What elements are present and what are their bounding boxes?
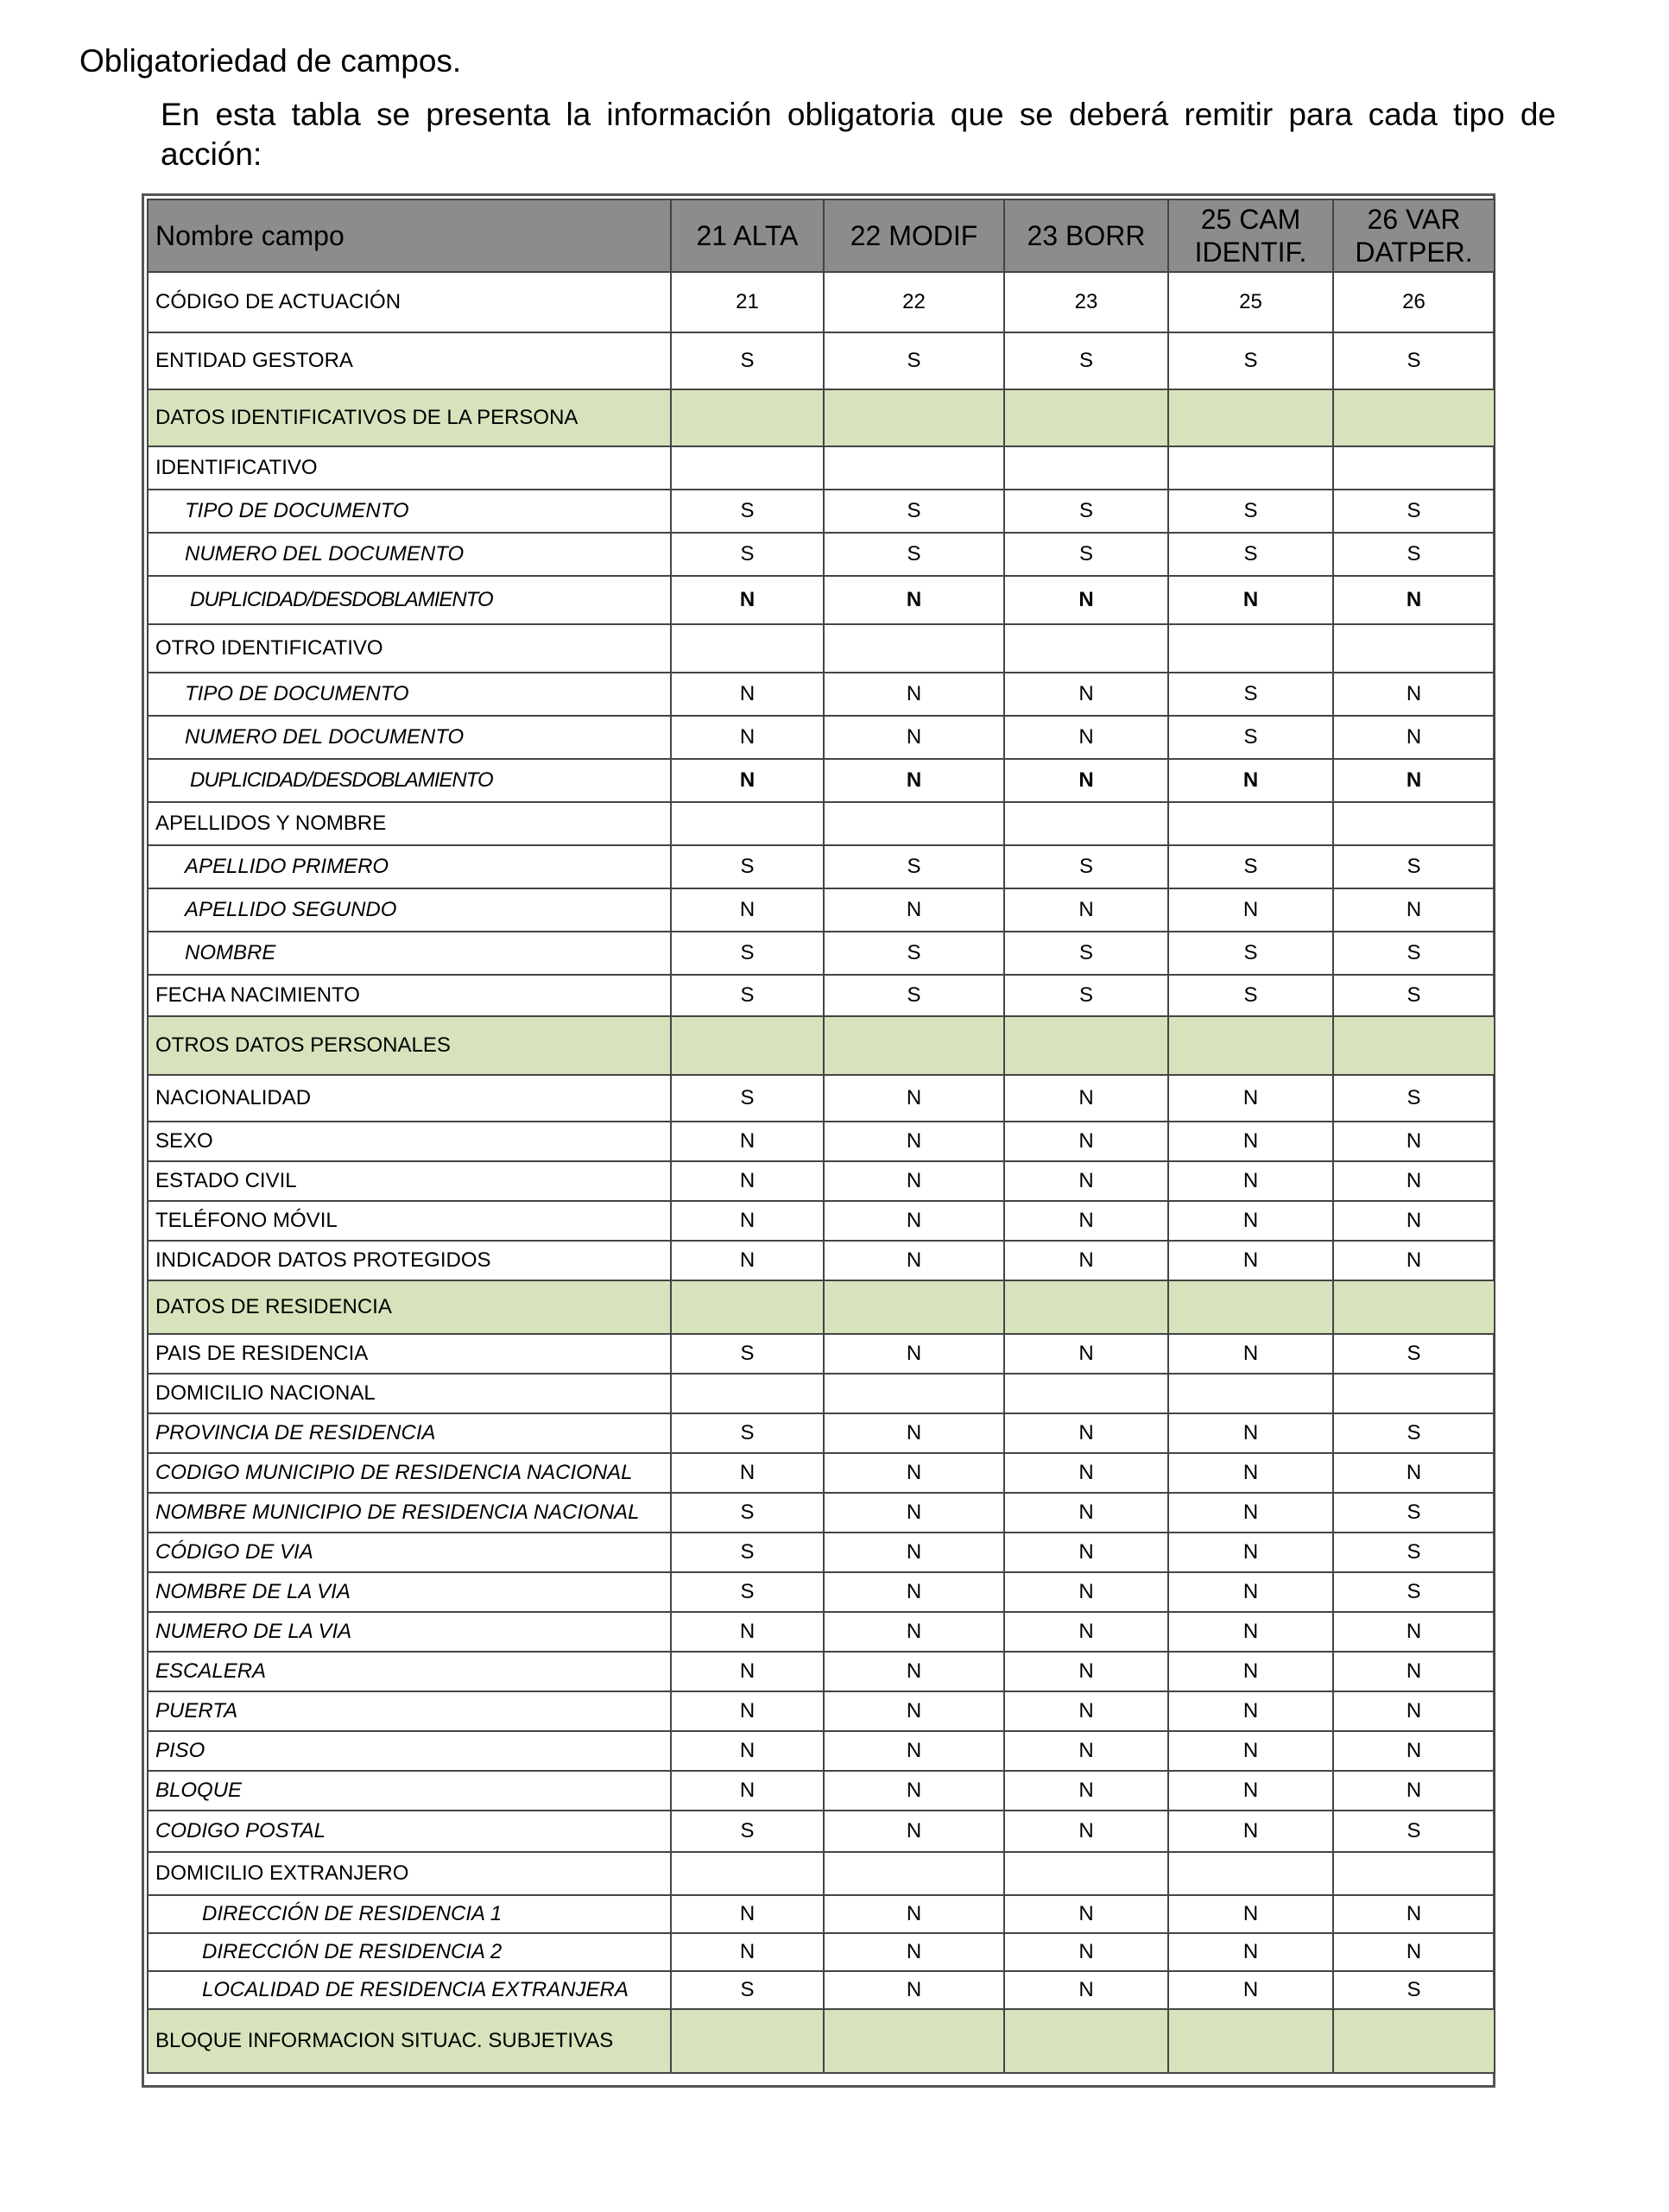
- field-name-cell: BLOQUE: [148, 1771, 671, 1811]
- value-cell: N: [671, 716, 824, 759]
- field-name-cell: DOMICILIO NACIONAL: [148, 1374, 671, 1413]
- value-cell: S: [1004, 845, 1168, 888]
- value-cell: N: [1168, 1453, 1333, 1493]
- table-row: [148, 1771, 1495, 1811]
- value-cell: [1168, 802, 1333, 845]
- table-body: [148, 272, 1495, 2073]
- value-cell: N: [824, 1691, 1004, 1731]
- value-cell: N: [1168, 1691, 1333, 1731]
- value-cell: [671, 446, 824, 490]
- value-cell: N: [1168, 1413, 1333, 1453]
- value-cell: 26: [1333, 272, 1495, 332]
- value-cell: N: [1333, 1161, 1495, 1201]
- value-cell: S: [1168, 932, 1333, 975]
- value-cell: N: [671, 1241, 824, 1280]
- table-row: [148, 1374, 1495, 1413]
- value-cell: N: [1168, 1572, 1333, 1612]
- value-cell: N: [1333, 1241, 1495, 1280]
- value-cell: N: [824, 1122, 1004, 1161]
- value-cell: [824, 1016, 1004, 1075]
- value-cell: N: [824, 1731, 1004, 1771]
- value-cell: [671, 624, 824, 673]
- value-cell: S: [1168, 845, 1333, 888]
- table-row: [148, 490, 1495, 533]
- field-name-cell: DOMICILIO EXTRANJERO: [148, 1852, 671, 1895]
- value-cell: S: [1004, 533, 1168, 576]
- field-name-cell: IDENTIFICATIVO: [148, 446, 671, 490]
- value-cell: S: [1333, 1334, 1495, 1374]
- value-cell: N: [824, 1533, 1004, 1572]
- value-cell: S: [671, 845, 824, 888]
- value-cell: [1168, 624, 1333, 673]
- header-nombre-campo: Nombre campo: [148, 199, 671, 272]
- value-cell: N: [1004, 1612, 1168, 1652]
- value-cell: [1168, 2009, 1333, 2073]
- value-cell: N: [671, 1201, 824, 1241]
- value-cell: N: [1168, 1731, 1333, 1771]
- table-row: [148, 1201, 1495, 1241]
- value-cell: N: [671, 1933, 824, 1971]
- table-row: [148, 1811, 1495, 1852]
- value-cell: [671, 2009, 824, 2073]
- field-name-cell: LOCALIDAD DE RESIDENCIA EXTRANJERA: [148, 1971, 671, 2009]
- value-cell: N: [824, 576, 1004, 624]
- table-row: [148, 673, 1495, 716]
- value-cell: N: [1168, 1933, 1333, 1971]
- table-row: [148, 624, 1495, 673]
- value-cell: S: [671, 1533, 824, 1572]
- value-cell: S: [671, 1493, 824, 1533]
- field-name-cell: NUMERO DEL DOCUMENTO: [148, 716, 671, 759]
- value-cell: N: [824, 1572, 1004, 1612]
- value-cell: N: [1004, 1201, 1168, 1241]
- value-cell: N: [1333, 1771, 1495, 1811]
- table-row: [148, 1852, 1495, 1895]
- value-cell: 23: [1004, 272, 1168, 332]
- value-cell: N: [671, 1771, 824, 1811]
- field-name-cell: NACIONALIDAD: [148, 1075, 671, 1122]
- field-name-cell: PAIS DE RESIDENCIA: [148, 1334, 671, 1374]
- value-cell: [1168, 1374, 1333, 1413]
- section-row: [148, 2009, 1495, 2073]
- value-cell: S: [824, 490, 1004, 533]
- value-cell: N: [1004, 759, 1168, 802]
- value-cell: S: [671, 1413, 824, 1453]
- value-cell: [824, 802, 1004, 845]
- value-cell: N: [1333, 1933, 1495, 1971]
- value-cell: 21: [671, 272, 824, 332]
- value-cell: N: [824, 1493, 1004, 1533]
- table-row: [148, 759, 1495, 802]
- value-cell: N: [1168, 888, 1333, 932]
- value-cell: S: [824, 932, 1004, 975]
- intro-paragraph: En esta tabla se presenta la información obligatoria que se deberá remitir para cada tipo de acción:: [161, 97, 1556, 172]
- value-cell: N: [824, 1771, 1004, 1811]
- value-cell: S: [1168, 533, 1333, 576]
- value-cell: N: [1168, 1122, 1333, 1161]
- value-cell: N: [1004, 1122, 1168, 1161]
- value-cell: N: [1004, 1161, 1168, 1201]
- value-cell: S: [671, 975, 824, 1016]
- table-row: [148, 1652, 1495, 1691]
- table-row: [148, 716, 1495, 759]
- field-name-cell: ESTADO CIVIL: [148, 1161, 671, 1201]
- value-cell: N: [1004, 1075, 1168, 1122]
- value-cell: S: [1333, 1572, 1495, 1612]
- value-cell: N: [824, 1453, 1004, 1493]
- value-cell: [824, 1852, 1004, 1895]
- table-row: [148, 1895, 1495, 1933]
- value-cell: N: [824, 1201, 1004, 1241]
- value-cell: N: [1004, 888, 1168, 932]
- table-row: [148, 1493, 1495, 1533]
- value-cell: [671, 1016, 824, 1075]
- value-cell: [824, 446, 1004, 490]
- value-cell: N: [1168, 576, 1333, 624]
- value-cell: S: [671, 490, 824, 533]
- table-row: [148, 533, 1495, 576]
- value-cell: N: [1333, 716, 1495, 759]
- header-22-modif: 22 MODIF: [824, 199, 1004, 272]
- field-name-cell: PUERTA: [148, 1691, 671, 1731]
- page-title: Obligatoriedad de campos.: [79, 43, 462, 79]
- value-cell: S: [1168, 673, 1333, 716]
- table-row: [148, 1691, 1495, 1731]
- value-cell: S: [824, 845, 1004, 888]
- value-cell: N: [1004, 1971, 1168, 2009]
- value-cell: [824, 1374, 1004, 1413]
- value-cell: N: [1168, 1811, 1333, 1852]
- section-row: [148, 389, 1495, 446]
- value-cell: [1333, 389, 1495, 446]
- value-cell: N: [1333, 759, 1495, 802]
- value-cell: N: [1333, 1895, 1495, 1933]
- value-cell: [824, 2009, 1004, 2073]
- value-cell: S: [1168, 490, 1333, 533]
- value-cell: N: [824, 1933, 1004, 1971]
- value-cell: N: [1004, 1771, 1168, 1811]
- value-cell: N: [1004, 716, 1168, 759]
- value-cell: N: [1004, 1413, 1168, 1453]
- field-name-cell: CÓDIGO DE ACTUACIÓN: [148, 272, 671, 332]
- value-cell: S: [824, 975, 1004, 1016]
- table-row: [148, 576, 1495, 624]
- value-cell: S: [671, 1334, 824, 1374]
- field-name-cell: APELLIDO SEGUNDO: [148, 888, 671, 932]
- value-cell: [1004, 1852, 1168, 1895]
- table-row: [148, 446, 1495, 490]
- value-cell: S: [671, 332, 824, 389]
- table-row: [148, 802, 1495, 845]
- value-cell: N: [1004, 1731, 1168, 1771]
- field-name-cell: DUPLICIDAD/DESDOBLAMIENTO: [148, 759, 671, 802]
- value-cell: [671, 1374, 824, 1413]
- value-cell: N: [1333, 1652, 1495, 1691]
- value-cell: S: [1333, 1413, 1495, 1453]
- value-cell: [1333, 1852, 1495, 1895]
- value-cell: S: [671, 1075, 824, 1122]
- value-cell: S: [1333, 845, 1495, 888]
- header-21-alta: 21 ALTA: [671, 199, 824, 272]
- field-name-cell: NOMBRE: [148, 932, 671, 975]
- value-cell: [1168, 1280, 1333, 1334]
- value-cell: [671, 802, 824, 845]
- field-name-cell: NUMERO DEL DOCUMENTO: [148, 533, 671, 576]
- value-cell: N: [1004, 1453, 1168, 1493]
- section-row: [148, 1280, 1495, 1334]
- value-cell: [1004, 1374, 1168, 1413]
- value-cell: N: [671, 1652, 824, 1691]
- value-cell: N: [1004, 1334, 1168, 1374]
- table-header-row: [148, 199, 1495, 272]
- field-name-cell: ENTIDAD GESTORA: [148, 332, 671, 389]
- field-name-cell: BLOQUE INFORMACION SITUAC. SUBJETIVAS: [148, 2009, 671, 2073]
- field-name-cell: TELÉFONO MÓVIL: [148, 1201, 671, 1241]
- value-cell: N: [671, 1691, 824, 1731]
- value-cell: N: [1168, 759, 1333, 802]
- field-name-cell: PISO: [148, 1731, 671, 1771]
- value-cell: S: [1168, 716, 1333, 759]
- value-cell: S: [1168, 332, 1333, 389]
- table-row: [148, 1453, 1495, 1493]
- table-row: [148, 1334, 1495, 1374]
- value-cell: N: [1333, 1691, 1495, 1731]
- value-cell: N: [1004, 1895, 1168, 1933]
- value-cell: S: [1004, 975, 1168, 1016]
- value-cell: N: [824, 759, 1004, 802]
- value-cell: [1333, 802, 1495, 845]
- table-row: [148, 1731, 1495, 1771]
- value-cell: S: [1333, 1533, 1495, 1572]
- table-row: [148, 1572, 1495, 1612]
- table-row: [148, 1971, 1495, 2009]
- value-cell: [1168, 446, 1333, 490]
- table-row: [148, 272, 1495, 332]
- field-name-cell: ESCALERA: [148, 1652, 671, 1691]
- table-row: [148, 1612, 1495, 1652]
- value-cell: S: [1333, 1075, 1495, 1122]
- value-cell: N: [671, 1161, 824, 1201]
- value-cell: [1333, 624, 1495, 673]
- value-cell: S: [1004, 490, 1168, 533]
- value-cell: 25: [1168, 272, 1333, 332]
- field-name-cell: NOMBRE MUNICIPIO DE RESIDENCIA NACIONAL: [148, 1493, 671, 1533]
- value-cell: [1168, 1016, 1333, 1075]
- field-name-cell: DATOS DE RESIDENCIA: [148, 1280, 671, 1334]
- value-cell: S: [1333, 1971, 1495, 2009]
- value-cell: N: [1333, 673, 1495, 716]
- table-row: [148, 1161, 1495, 1201]
- value-cell: N: [671, 1122, 824, 1161]
- value-cell: [1168, 389, 1333, 446]
- value-cell: N: [824, 673, 1004, 716]
- obligatoriedad-table: [147, 199, 1495, 2074]
- field-name-cell: CODIGO POSTAL: [148, 1811, 671, 1852]
- value-cell: S: [671, 932, 824, 975]
- table-row: [148, 1122, 1495, 1161]
- field-name-cell: TIPO DE DOCUMENTO: [148, 490, 671, 533]
- value-cell: N: [824, 1612, 1004, 1652]
- value-cell: N: [1168, 1075, 1333, 1122]
- value-cell: [1004, 2009, 1168, 2073]
- value-cell: [1004, 624, 1168, 673]
- value-cell: S: [1333, 1811, 1495, 1852]
- value-cell: N: [824, 1652, 1004, 1691]
- value-cell: N: [824, 716, 1004, 759]
- value-cell: N: [1168, 1241, 1333, 1280]
- header-23-borr: 23 BORR: [1004, 199, 1168, 272]
- value-cell: N: [1168, 1161, 1333, 1201]
- value-cell: [824, 1280, 1004, 1334]
- field-name-cell: DATOS IDENTIFICATIVOS DE LA PERSONA: [148, 389, 671, 446]
- table-row: [148, 975, 1495, 1016]
- value-cell: S: [671, 1811, 824, 1852]
- value-cell: [671, 1852, 824, 1895]
- value-cell: N: [1168, 1493, 1333, 1533]
- value-cell: S: [1333, 975, 1495, 1016]
- table-row: [148, 332, 1495, 389]
- value-cell: N: [671, 673, 824, 716]
- value-cell: N: [1004, 1533, 1168, 1572]
- field-name-cell: DUPLICIDAD/DESDOBLAMIENTO: [148, 576, 671, 624]
- value-cell: N: [824, 1895, 1004, 1933]
- value-cell: N: [1168, 1771, 1333, 1811]
- value-cell: N: [671, 1612, 824, 1652]
- value-cell: N: [1004, 673, 1168, 716]
- value-cell: N: [671, 888, 824, 932]
- value-cell: S: [1004, 332, 1168, 389]
- value-cell: N: [1004, 576, 1168, 624]
- value-cell: N: [1004, 1811, 1168, 1852]
- table-row: [148, 1413, 1495, 1453]
- value-cell: 22: [824, 272, 1004, 332]
- value-cell: N: [671, 1453, 824, 1493]
- value-cell: N: [824, 1811, 1004, 1852]
- field-name-cell: DIRECCIÓN DE RESIDENCIA 2: [148, 1933, 671, 1971]
- value-cell: [1333, 1016, 1495, 1075]
- value-cell: N: [824, 1334, 1004, 1374]
- field-name-cell: APELLIDO PRIMERO: [148, 845, 671, 888]
- value-cell: N: [1004, 1572, 1168, 1612]
- section-row: [148, 1016, 1495, 1075]
- value-cell: [1333, 446, 1495, 490]
- value-cell: S: [1333, 533, 1495, 576]
- field-name-cell: CODIGO MUNICIPIO DE RESIDENCIA NACIONAL: [148, 1453, 671, 1493]
- field-name-cell: NOMBRE DE LA VIA: [148, 1572, 671, 1612]
- field-name-cell: APELLIDOS Y NOMBRE: [148, 802, 671, 845]
- value-cell: N: [824, 1241, 1004, 1280]
- value-cell: N: [1004, 1652, 1168, 1691]
- value-cell: [1333, 2009, 1495, 2073]
- value-cell: N: [671, 759, 824, 802]
- value-cell: N: [671, 1731, 824, 1771]
- value-cell: N: [1333, 1453, 1495, 1493]
- table-row: [148, 1933, 1495, 1971]
- value-cell: [1004, 446, 1168, 490]
- field-name-cell: DIRECCIÓN DE RESIDENCIA 1: [148, 1895, 671, 1933]
- value-cell: S: [1004, 932, 1168, 975]
- field-name-cell: SEXO: [148, 1122, 671, 1161]
- field-name-cell: NUMERO DE LA VIA: [148, 1612, 671, 1652]
- table-row: [148, 1533, 1495, 1572]
- value-cell: N: [1168, 1612, 1333, 1652]
- value-cell: [1168, 1852, 1333, 1895]
- value-cell: [1004, 389, 1168, 446]
- value-cell: S: [671, 1572, 824, 1612]
- value-cell: N: [1333, 1201, 1495, 1241]
- value-cell: [824, 624, 1004, 673]
- value-cell: N: [1004, 1241, 1168, 1280]
- value-cell: [671, 389, 824, 446]
- value-cell: S: [671, 533, 824, 576]
- value-cell: [671, 1280, 824, 1334]
- value-cell: N: [1168, 1533, 1333, 1572]
- field-name-cell: OTRO IDENTIFICATIVO: [148, 624, 671, 673]
- value-cell: N: [1168, 1652, 1333, 1691]
- value-cell: S: [671, 1971, 824, 2009]
- value-cell: N: [671, 576, 824, 624]
- value-cell: N: [824, 1413, 1004, 1453]
- field-name-cell: TIPO DE DOCUMENTO: [148, 673, 671, 716]
- value-cell: N: [1333, 888, 1495, 932]
- value-cell: S: [1333, 932, 1495, 975]
- value-cell: [1004, 1280, 1168, 1334]
- table-row: [148, 845, 1495, 888]
- value-cell: [1004, 1016, 1168, 1075]
- field-name-cell: CÓDIGO DE VIA: [148, 1533, 671, 1572]
- value-cell: [1333, 1280, 1495, 1334]
- value-cell: N: [1333, 1731, 1495, 1771]
- value-cell: N: [1333, 576, 1495, 624]
- value-cell: N: [1333, 1122, 1495, 1161]
- value-cell: N: [824, 1971, 1004, 2009]
- field-name-cell: FECHA NACIMIENTO: [148, 975, 671, 1016]
- value-cell: N: [671, 1895, 824, 1933]
- value-cell: N: [1004, 1691, 1168, 1731]
- table-row: [148, 1075, 1495, 1122]
- header-26-var-datper: 26 VAR DATPER.: [1333, 199, 1495, 272]
- value-cell: N: [1168, 1334, 1333, 1374]
- value-cell: S: [1333, 1493, 1495, 1533]
- value-cell: S: [824, 332, 1004, 389]
- value-cell: N: [824, 888, 1004, 932]
- value-cell: S: [1333, 490, 1495, 533]
- value-cell: N: [1333, 1612, 1495, 1652]
- value-cell: N: [1168, 1971, 1333, 2009]
- value-cell: [1333, 1374, 1495, 1413]
- value-cell: N: [824, 1161, 1004, 1201]
- header-25-cam-identif: 25 CAM IDENTIF.: [1168, 199, 1333, 272]
- value-cell: N: [824, 1075, 1004, 1122]
- value-cell: N: [1004, 1933, 1168, 1971]
- field-name-cell: OTROS DATOS PERSONALES: [148, 1016, 671, 1075]
- value-cell: S: [824, 533, 1004, 576]
- value-cell: N: [1168, 1201, 1333, 1241]
- table-row: [148, 1241, 1495, 1280]
- value-cell: [1004, 802, 1168, 845]
- value-cell: N: [1168, 1895, 1333, 1933]
- value-cell: [824, 389, 1004, 446]
- obligatoriedad-table-frame: [142, 193, 1495, 2088]
- field-name-cell: INDICADOR DATOS PROTEGIDOS: [148, 1241, 671, 1280]
- table-row: [148, 888, 1495, 932]
- field-name-cell: PROVINCIA DE RESIDENCIA: [148, 1413, 671, 1453]
- table-row: [148, 932, 1495, 975]
- value-cell: S: [1333, 332, 1495, 389]
- value-cell: S: [1168, 975, 1333, 1016]
- value-cell: N: [1004, 1493, 1168, 1533]
